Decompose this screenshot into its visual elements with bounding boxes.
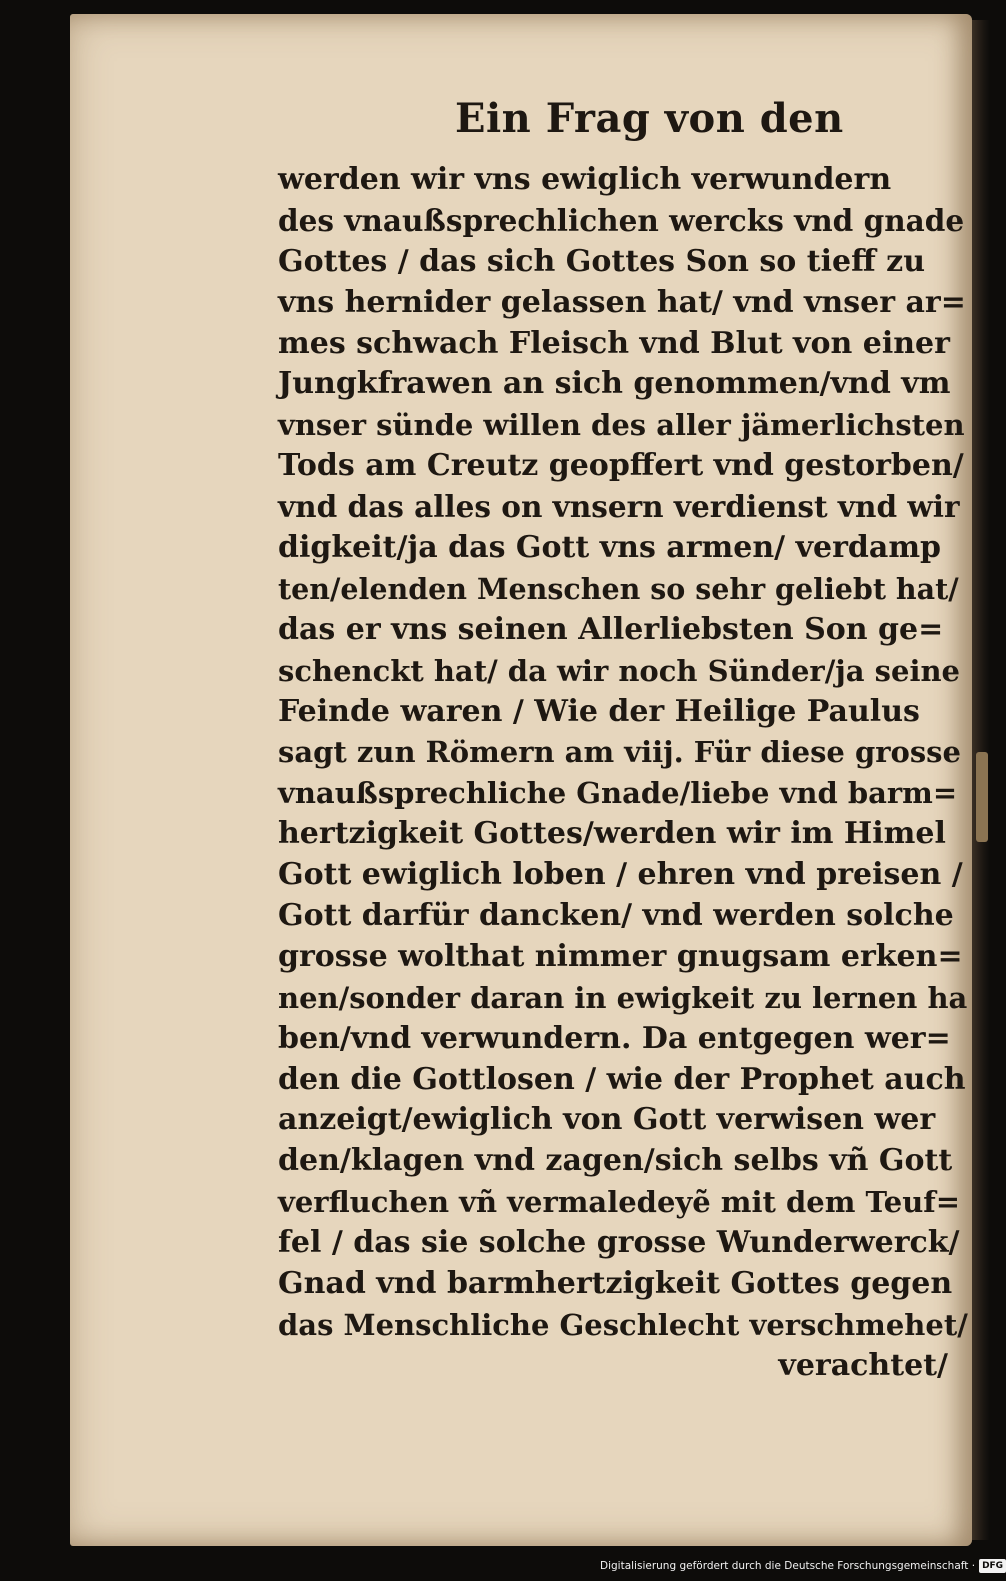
text-line: werden wir vns ewiglich verwundern [278,162,892,197]
text-line: ben/vnd verwundern. Da entgegen wer= [278,1020,951,1056]
running-headline: Ein Frag von den [455,95,844,142]
text-line: mes schwach Fleisch vnd Blut von einer [278,325,950,361]
text-line: vnser sünde willen des aller jämerlichsten [278,408,965,443]
text-line: digkeit/ja das Gott vns armen/ verdamp [278,530,942,566]
text-line: Jungkfrawen an sich genommen/vnd vm [278,366,951,402]
text-line: Gottes / das sich Gottes Son so tieff zu [278,243,926,279]
text-line: Gott darfür dancken/ vnd werden solche [278,898,954,934]
text-line: vnaußsprechliche Gnade/liebe vnd barm= [278,776,958,811]
text-line: sagt zun Römern am viij. Für diese grosse [278,735,961,770]
page-edge-tab [976,752,988,842]
credit-text: Digitalisierung gefördert durch die Deutsche Forschungsgemeinschaft · [600,1560,976,1572]
text-line: verfluchen vñ vermaledeyẽ mit dem Teuf= [278,1185,961,1220]
digitization-credit [600,1556,1006,1576]
text-line: das er vns seinen Allerliebsten Son ge= [278,611,944,647]
text-line: ten/elenden Menschen so sehr geliebt hat/ [278,571,959,606]
text-line: Gnad vnd barmhertzigkeit Gottes gegen [278,1266,953,1302]
text-line: Gott ewiglich loben / ehren vnd preisen / [278,857,963,893]
text-line: nen/sonder daran in ewigkeit zu lernen ha [278,980,968,1015]
text-line: des vnaußsprechlichen wercks vnd gnade [278,202,965,238]
text-line: Tods am Creutz geopffert vnd gestorben/ [278,448,964,484]
text-line: anzeigt/ewiglich von Gott verwisen wer [278,1102,936,1138]
text-line: grosse wolthat nimmer gnugsam erken= [278,938,963,974]
dfg-logo: DFG [979,1559,1006,1573]
text-line: schenckt hat/ da wir noch Sünder/ja seine [278,653,961,688]
body-text [278,160,968,1387]
text-line: das Menschliche Geschlecht verschmehet/ [278,1307,968,1342]
text-line: Feinde waren / Wie der Heilige Paulus [278,693,920,729]
catchword: verachtet/ [778,1347,948,1383]
text-line: vnd das alles on vnsern verdienst vnd wir [278,489,960,525]
text-line: hertzigkeit Gottes/werden wir im Himel [278,816,946,852]
text-line: vns hernider gelassen hat/ vnd vnser ar= [278,284,966,320]
text-line: den die Gottlosen / wie der Prophet auch [278,1061,966,1097]
text-line: den/klagen vnd zagen/sich selbs vñ Gott [278,1143,953,1179]
text-line: fel / das sie solche grosse Wunderwerck/ [278,1225,960,1261]
